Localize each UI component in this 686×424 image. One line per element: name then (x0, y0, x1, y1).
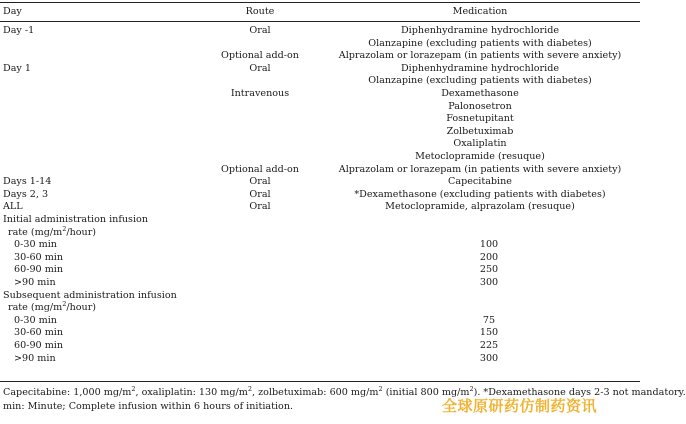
row-medication: *Dexamethasone (excluding patients with diabetes) (354, 188, 606, 200)
table-bottom-rule (0, 381, 640, 382)
row-medication: Capecitabine (448, 176, 512, 188)
row-day: ALL (3, 201, 23, 213)
initial-rate-value: 250 (479, 264, 499, 276)
row-route: Oral (249, 25, 271, 36)
initial-time-label: 0-30 min (14, 239, 57, 251)
initial-title-line-2: rate $(mg/m^2/hour)$ (8, 224, 97, 238)
subsequent-rate-value: 150 (479, 327, 499, 339)
row-medication: Dexamethasone (441, 88, 519, 99)
header-rule (0, 21, 640, 22)
header-medication: Medication (452, 6, 508, 17)
row-day: Days 1-14 (3, 176, 52, 188)
row-route: Oral (249, 176, 271, 188)
subsequent-time-label: 60-90 min (14, 340, 64, 351)
initial-rate-value: 100 (479, 239, 499, 251)
initial-rate-value: 300 (479, 277, 499, 288)
row-route: Intravenous (230, 88, 290, 99)
subsequent-time-label: >90 min (14, 352, 56, 364)
subsequent-rate-value: 300 (479, 352, 499, 364)
initial-title-line-1: Initial administration infusion (3, 214, 149, 225)
subsequent-time-label: 0-30 min (14, 314, 57, 326)
row-medication: Alprazolam or lorazepam (in patients with severe anxiety) (338, 163, 622, 175)
row-day: Day -1 (3, 25, 35, 36)
subsequent-rate-value: 75 (482, 314, 496, 326)
initial-time-label: 60-90 min (14, 264, 64, 276)
row-medication: Metoclopramide, alprazolam (resuque) (385, 201, 575, 213)
initial-time-label: >90 min (14, 277, 56, 288)
subsequent-rate-value: 225 (479, 340, 499, 351)
row-route: Optional add-on (221, 163, 299, 175)
row-medication: Metoclopramide (resuque) (415, 151, 545, 162)
row-medication: Palonosetron (448, 100, 512, 112)
row-route: Oral (249, 201, 271, 213)
header-day: Day (3, 6, 22, 17)
row-medication: Oxaliplatin (453, 138, 507, 150)
row-route: Oral (249, 188, 271, 200)
row-medication: Alprazolam or lorazepam (in patients with severe anxiety) (338, 50, 622, 62)
row-medication: Diphenhydramine hydrochloride (400, 25, 560, 36)
watermark-text: 全球原研药仿制药资讯 (442, 397, 598, 415)
subsequent-time-label: 30-60 min (14, 327, 64, 339)
row-medication: Diphenhydramine hydrochloride (400, 62, 560, 74)
footnote-line-2: min: Minute; Complete infusion within 6 hours of initiation. (3, 401, 294, 412)
subsequent-title-line-1: Subsequent administration infusion (3, 289, 177, 301)
row-medication: Zolbetuximab (446, 125, 514, 137)
row-route: Optional add-on (221, 50, 299, 62)
footnote-line-1: Capecitabine: 1,000 $mg/m^2$, oxaliplatin: 130 $mg/m^2$, zolbetuximab: 600 $mg/m^2$ (initial 800 $mg/m^2$). *Dexamethasone days 2-3 not mandatory. (3, 384, 686, 398)
initial-rate-value: 200 (479, 251, 499, 263)
row-medication: Fosnetupitant (446, 113, 514, 125)
row-medication: Olanzapine (excluding patients with diabetes) (368, 75, 592, 87)
row-day: Day 1 (3, 62, 31, 74)
initial-time-label: 30-60 min (14, 251, 64, 263)
row-medication: Olanzapine (excluding patients with diabetes) (368, 37, 592, 49)
row-route: Oral (249, 62, 271, 74)
row-day: Days 2, 3 (3, 188, 49, 200)
header-route: Route (245, 6, 275, 17)
subsequent-title-line-2: rate $(mg/m^2/hour)$ (8, 300, 97, 314)
table-top-rule (0, 2, 640, 3)
